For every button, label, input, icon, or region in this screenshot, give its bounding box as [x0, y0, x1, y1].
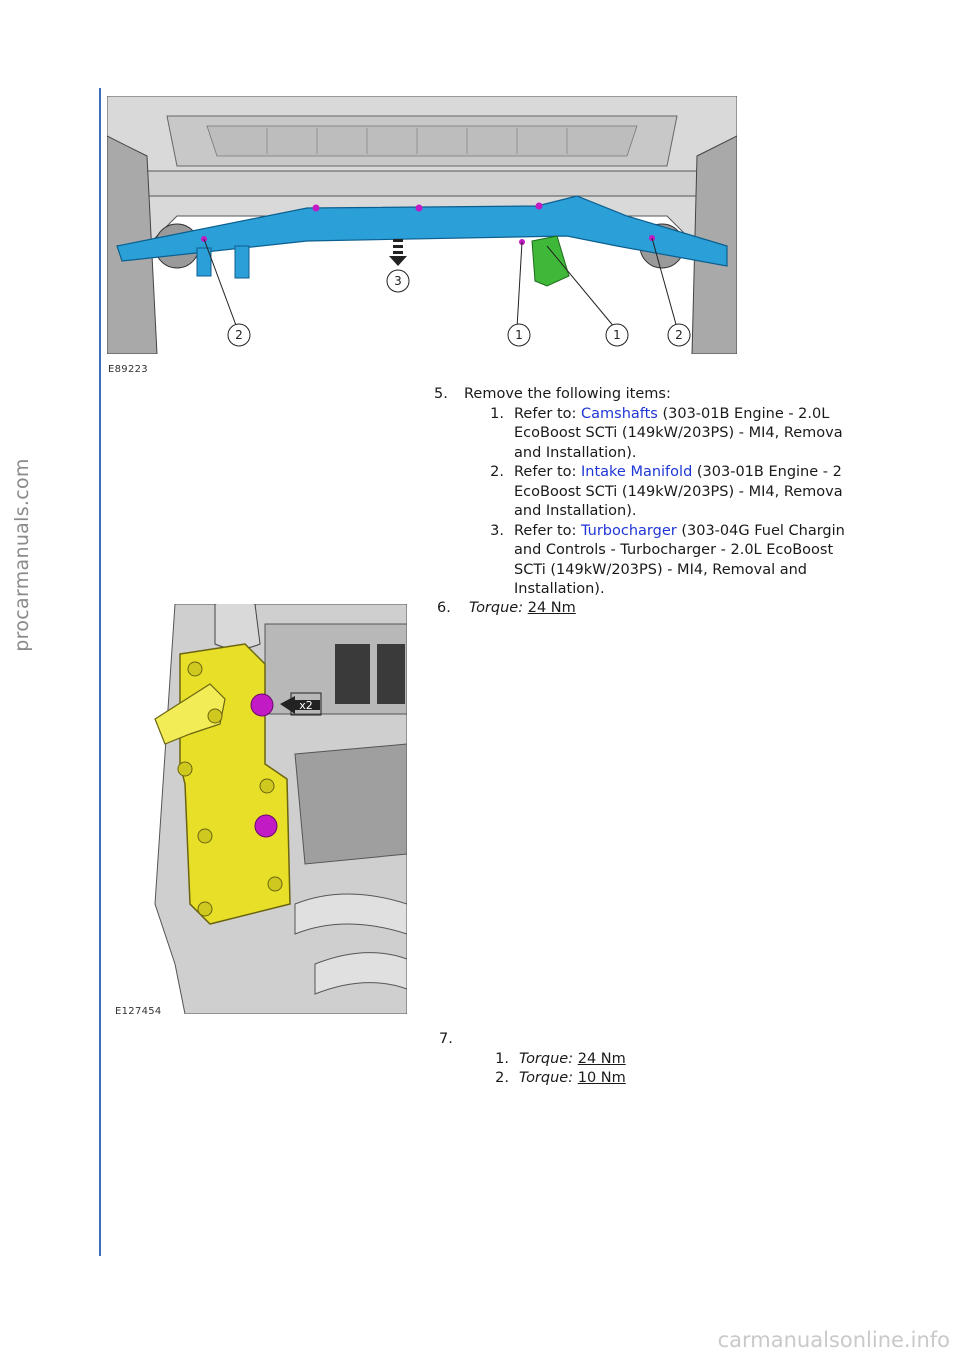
step-7 — [439, 1030, 739, 1090]
torque-value: 10 Nm — [577, 1070, 626, 1086]
step-6 — [437, 599, 737, 619]
torque-label: Torque: — [519, 1070, 574, 1086]
substep-number: 1. — [495, 1050, 509, 1067]
step-text: Remove the following items: — [464, 386, 671, 402]
callout-1-left: 1 — [515, 328, 523, 342]
callout-3: 3 — [394, 274, 402, 288]
crossmember-illustration — [107, 96, 737, 354]
engine-bracket-illustration — [115, 604, 407, 1014]
bottom-watermark: carmanualsonline.info — [717, 1328, 950, 1352]
callout-x2: x2 — [299, 699, 313, 712]
substep-number: 2. — [495, 1070, 509, 1086]
substep-number: 3. — [490, 522, 504, 539]
callout-2-right: 2 — [675, 328, 683, 342]
camshafts-link[interactable]: Camshafts — [581, 405, 658, 422]
substep-number: 1. — [490, 405, 504, 422]
torque-value: 24 Nm — [577, 1050, 626, 1067]
step-number: 7. — [439, 1031, 453, 1047]
torque-label: Torque: — [519, 1050, 574, 1067]
margin-rule — [99, 88, 101, 1256]
step-number: 5. — [434, 386, 448, 402]
substep-number: 2. — [490, 464, 504, 480]
step-number: 6. — [437, 600, 451, 616]
callout-2-left: 2 — [235, 328, 243, 342]
side-watermark: procarmanuals.com — [11, 458, 33, 652]
torque-value: 24 Nm — [527, 600, 576, 616]
turbocharger-link[interactable]: Turbocharger — [581, 522, 677, 539]
callout-1-right: 1 — [613, 328, 621, 342]
intake-manifold-link[interactable]: Intake Manifold — [581, 464, 693, 480]
figure-code: E127454 — [115, 1006, 162, 1017]
figure-code: E89223 — [108, 364, 148, 375]
torque-label: Torque: — [469, 600, 524, 616]
